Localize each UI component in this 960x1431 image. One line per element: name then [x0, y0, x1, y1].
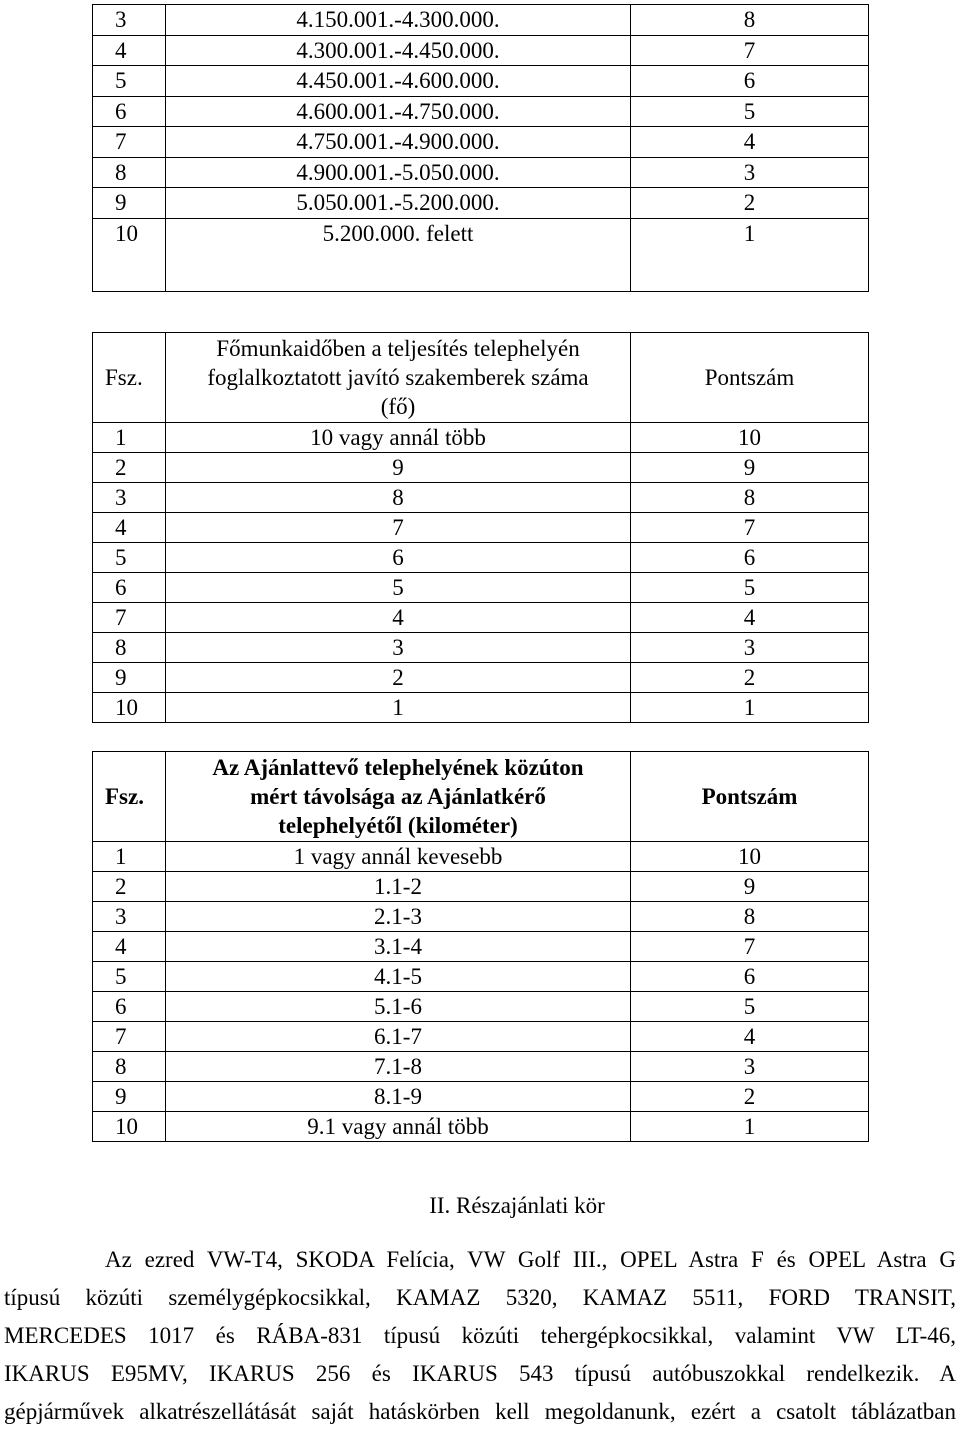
revenue-score-table — [92, 4, 869, 292]
distance-cell: 2.1-3 — [166, 902, 631, 932]
score-cell: 7 — [631, 513, 869, 543]
paragraph-line: típusú közúti személygépkocsikkal, KAMAZ 5320, KAMAZ 5511, FORD TRANSIT, — [4, 1285, 956, 1310]
score-cell: 2 — [631, 663, 869, 693]
row-number: 4 — [93, 932, 166, 962]
paragraph-line: gépjárművek alkatrészellátását saját hatáskörben kell megoldanunk, ezért a csatolt táblázatban — [4, 1399, 956, 1424]
row-number: 1 — [93, 842, 166, 872]
score-cell: 3 — [631, 1052, 869, 1082]
staff-cell: 8 — [166, 483, 631, 513]
staff-cell: 6 — [166, 543, 631, 573]
score-cell: 1 — [631, 218, 869, 291]
table-row — [93, 127, 869, 158]
section-heading: II. Részajánlati kör — [429, 1193, 605, 1218]
distance-cell: 4.1-5 — [166, 962, 631, 992]
row-number: 3 — [93, 902, 166, 932]
staff-cell: 9 — [166, 453, 631, 483]
row-number: 6 — [93, 992, 166, 1022]
staff-score-table — [92, 332, 869, 723]
row-number: 2 — [93, 453, 166, 483]
table-row — [93, 902, 869, 932]
table-row — [93, 483, 869, 513]
paragraph-line: MERCEDES 1017 és RÁBA-831 típusú közúti tehergépkocsikkal, valamint VW LT-46, — [4, 1323, 956, 1348]
table-row — [93, 218, 869, 291]
range-cell: 4.600.001.-4.750.000. — [166, 96, 631, 127]
row-number: 4 — [93, 35, 166, 66]
header-line: (fő) — [380, 394, 416, 419]
score-cell: 7 — [631, 35, 869, 66]
score-cell: 4 — [631, 1022, 869, 1052]
table-header-row — [93, 752, 869, 842]
score-cell: 4 — [631, 603, 869, 633]
row-number: 4 — [93, 513, 166, 543]
table-row — [93, 603, 869, 633]
header-line: telephelyétől (kilométer) — [278, 813, 518, 838]
score-cell: 3 — [631, 157, 869, 188]
range-cell: 4.900.001.-5.050.000. — [166, 157, 631, 188]
table-row — [93, 932, 869, 962]
column-header-distance — [166, 752, 631, 842]
table-row — [93, 513, 869, 543]
row-number: 7 — [93, 603, 166, 633]
table-row — [93, 992, 869, 1022]
range-cell: 4.150.001.-4.300.000. — [166, 5, 631, 36]
row-number: 9 — [93, 1082, 166, 1112]
table-row — [93, 157, 869, 188]
row-number: 6 — [93, 96, 166, 127]
staff-cell: 1 — [166, 693, 631, 723]
row-number: 2 — [93, 872, 166, 902]
row-number: 8 — [93, 633, 166, 663]
row-number: 10 — [93, 218, 166, 291]
distance-cell: 1 vagy annál kevesebb — [166, 842, 631, 872]
body-paragraph — [4, 1241, 956, 1431]
row-number: 10 — [93, 1112, 166, 1142]
table-row — [93, 633, 869, 663]
score-cell: 7 — [631, 932, 869, 962]
staff-cell: 4 — [166, 603, 631, 633]
row-number: 5 — [93, 66, 166, 97]
table-header-row — [93, 333, 869, 423]
table-row — [93, 5, 869, 36]
table-row — [93, 96, 869, 127]
score-cell: 10 — [631, 842, 869, 872]
score-cell: 10 — [631, 423, 869, 453]
table-row — [93, 188, 869, 219]
column-header-score: Pontszám — [631, 752, 869, 842]
row-number: 9 — [93, 188, 166, 219]
score-cell: 2 — [631, 1082, 869, 1112]
score-cell: 6 — [631, 962, 869, 992]
row-number: 3 — [93, 483, 166, 513]
distance-cell: 8.1-9 — [166, 1082, 631, 1112]
score-cell: 1 — [631, 1112, 869, 1142]
row-number: 6 — [93, 573, 166, 603]
row-number: 3 — [93, 5, 166, 36]
table-row — [93, 1082, 869, 1112]
column-header-fsz: Fsz. — [93, 333, 166, 423]
distance-cell: 6.1-7 — [166, 1022, 631, 1052]
paragraph-line: IKARUS E95MV, IKARUS 256 és IKARUS 543 típusú autóbuszokkal rendelkezik. A — [4, 1361, 956, 1386]
distance-cell: 5.1-6 — [166, 992, 631, 1022]
row-number: 10 — [93, 693, 166, 723]
table-row — [93, 453, 869, 483]
header-line: foglalkoztatott javító szakemberek száma — [207, 365, 589, 390]
table-row — [93, 962, 869, 992]
staff-cell: 3 — [166, 633, 631, 663]
range-cell: 4.300.001.-4.450.000. — [166, 35, 631, 66]
score-cell: 6 — [631, 543, 869, 573]
table-row — [93, 842, 869, 872]
table-row — [93, 66, 869, 97]
staff-cell: 5 — [166, 573, 631, 603]
score-cell: 9 — [631, 872, 869, 902]
range-cell: 4.750.001.-4.900.000. — [166, 127, 631, 158]
range-cell: 5.050.001.-5.200.000. — [166, 188, 631, 219]
score-cell: 5 — [631, 573, 869, 603]
row-number: 8 — [93, 157, 166, 188]
score-cell: 6 — [631, 66, 869, 97]
distance-cell: 3.1-4 — [166, 932, 631, 962]
distance-cell: 7.1-8 — [166, 1052, 631, 1082]
paragraph-line: Az ezred VW-T4, SKODA Felícia, VW Golf III., OPEL Astra F és OPEL Astra G — [105, 1247, 956, 1272]
score-cell: 8 — [631, 902, 869, 932]
staff-cell: 2 — [166, 663, 631, 693]
row-number: 9 — [93, 663, 166, 693]
table-row — [93, 423, 869, 453]
score-cell: 9 — [631, 453, 869, 483]
score-cell: 8 — [631, 483, 869, 513]
row-number: 5 — [93, 543, 166, 573]
score-cell: 4 — [631, 127, 869, 158]
table-row — [93, 35, 869, 66]
table-row — [93, 1112, 869, 1142]
header-line: mért távolsága az Ajánlatkérő — [250, 784, 546, 809]
range-cell: 5.200.000. felett — [166, 218, 631, 291]
table-row — [93, 872, 869, 902]
distance-cell: 9.1 vagy annál több — [166, 1112, 631, 1142]
header-line: Az Ajánlattevő telephelyének közúton — [212, 755, 584, 780]
staff-cell: 7 — [166, 513, 631, 543]
table-row — [93, 693, 869, 723]
distance-score-table — [92, 751, 869, 1142]
table-row — [93, 573, 869, 603]
score-cell: 1 — [631, 693, 869, 723]
row-number: 5 — [93, 962, 166, 992]
score-cell: 5 — [631, 992, 869, 1022]
table-row — [93, 543, 869, 573]
column-header-staff — [166, 333, 631, 423]
score-cell: 5 — [631, 96, 869, 127]
row-number: 7 — [93, 1022, 166, 1052]
score-cell: 3 — [631, 633, 869, 663]
staff-cell: 10 vagy annál több — [166, 423, 631, 453]
score-cell: 8 — [631, 5, 869, 36]
score-cell: 2 — [631, 188, 869, 219]
column-header-fsz: Fsz. — [93, 752, 166, 842]
table-row — [93, 1052, 869, 1082]
column-header-score: Pontszám — [631, 333, 869, 423]
range-cell: 4.450.001.-4.600.000. — [166, 66, 631, 97]
distance-cell: 1.1-2 — [166, 872, 631, 902]
row-number: 1 — [93, 423, 166, 453]
table-row — [93, 663, 869, 693]
table-row — [93, 1022, 869, 1052]
row-number: 8 — [93, 1052, 166, 1082]
header-line: Főmunkaidőben a teljesítés telephelyén — [216, 336, 580, 361]
row-number: 7 — [93, 127, 166, 158]
